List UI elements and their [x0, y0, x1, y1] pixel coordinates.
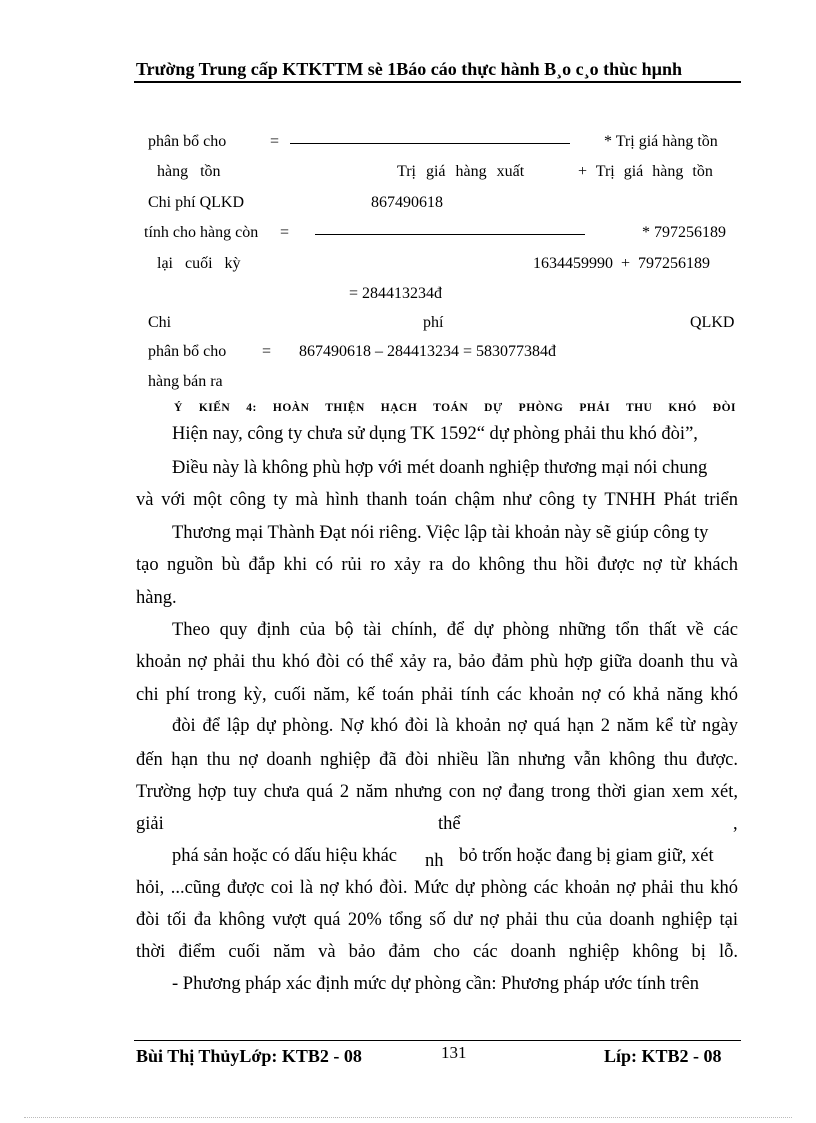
formula1-fraction-bar [290, 143, 570, 144]
body-p1-line6: hàng. [136, 588, 177, 608]
formula3-eq: = [262, 343, 272, 360]
formula3-calc: 867490618 – 284413234 = 583077384đ [299, 343, 557, 360]
body-p3-line1: - Phương pháp xác định mức dự phòng cần: Phương pháp ước tính trên [172, 974, 699, 994]
formula3-line3-left: hàng bán ra [148, 373, 223, 390]
page-header-title: Trường Trung cấp KTKTTM sè 1Báo cáo thực hành B¸o c¸o thùc hµnh [136, 59, 683, 79]
formula1-line2-left: hàng tồn [157, 163, 221, 180]
formula3-word-phi: phí [423, 314, 444, 331]
body-p2-line11: thời điểm cuối năm và bảo đảm cho các doanh nghiệp không bị lỗ. [136, 942, 738, 962]
formula3-line2-left: phân bổ cho [148, 343, 227, 360]
formula1-line1-right: * Trị giá hàng tồn [604, 133, 718, 150]
body-p2-line7-word2: thể [438, 814, 461, 834]
body-p2-line8-sub: nh [425, 851, 444, 871]
formula2-result: = 284413234đ [349, 285, 443, 302]
body-p2-line1: Theo quy định của bộ tài chính, để dự phòng những tổn thất về các [172, 620, 738, 640]
header-rule [134, 81, 741, 83]
body-p2-line5: đến hạn thu nợ doanh nghiệp đã đòi nhiều lần nhưng vẫn không thu được. [136, 750, 738, 770]
formula2-line1-left: Chi phí QLKD [148, 194, 244, 211]
formula2-line3-left: lại cuối kỳ [157, 255, 241, 272]
body-p2-line8b: bỏ trốn hoặc đang bị giam giữ, xét [459, 846, 714, 866]
body-p2-line4: đòi để lập dự phòng. Nợ khó đòi là khoản nợ quá hạn 2 năm kể từ ngày [172, 716, 738, 736]
body-p2-line9: hỏi, ...cũng được coi là nợ khó đòi. Mức dự phòng các khoản nợ phải thu khó [136, 878, 738, 898]
formula1-line2-right: + Trị giá hàng tồn [578, 163, 713, 180]
body-p2-line7-word3: , [733, 814, 738, 834]
formula2-line2-right: * 797256189 [642, 224, 726, 241]
formula3-word-chi: Chi [148, 314, 172, 331]
formula2-denominator: 1634459990 + 797256189 [533, 255, 711, 272]
body-p1-line5: tạo nguồn bù đắp khi có rủi ro xảy ra do không thu hồi được nợ từ khách [136, 555, 738, 575]
formula1-line1-left: phân bổ cho [148, 133, 227, 150]
section-heading: Ý KIẾN 4: HOÀN THIỆN HẠCH TOÁN DỰ PHÒNG PHẢI THU KHÓ ĐÒI [174, 402, 736, 414]
body-p2-line6: Trường hợp tuy chưa quá 2 năm nhưng con nợ đang trong thời gian xem xét, [136, 782, 738, 802]
formula2-line2-left: tính cho hàng còn [144, 224, 259, 241]
body-p1-line3: và với một công ty mà hình thanh toán chậm như công ty TNHH Phát triển [136, 490, 738, 510]
body-p1-line1: Hiện nay, công ty chưa sử dụng TK 1592“ dự phòng phải thu khó đòi”, [172, 424, 698, 444]
formula2-numerator: 867490618 [371, 194, 443, 211]
body-p2-line3: chi phí trong kỳ, cuối năm, kế toán phải tính các khoản nợ có khả năng khó [136, 685, 738, 705]
formula3-word-qlkd: QLKD [690, 314, 735, 331]
body-p2-line2: khoản nợ phải thu khó đòi có thể xảy ra, bảo đảm phù hợp giữa doanh thu và [136, 652, 738, 672]
body-p1-line4: Thương mại Thành Đạt nói riêng. Việc lập tài khoản này sẽ giúp công ty [172, 523, 709, 543]
body-p1-line2: Điều này là không phù hợp với mét doanh nghiệp thương mại nói chung [172, 458, 708, 478]
formula2-eq: = [280, 224, 290, 241]
body-p2-line7-word1: giải [136, 814, 164, 834]
formula1-line2-mid: Trị giá hàng xuất [397, 163, 525, 180]
footer-right: Líp: KTB2 - 08 [604, 1046, 722, 1066]
footer-left: Bùi Thị ThủyLớp: KTB2 - 08 [136, 1046, 362, 1066]
footer-rule [134, 1040, 741, 1041]
page-number: 131 [441, 1043, 467, 1062]
body-p2-line8a: phá sản hoặc có dấu hiệu khác [172, 846, 397, 866]
formula2-fraction-bar [315, 234, 585, 235]
body-p2-line10: đòi tối đa không vượt quá 20% tổng số dư nợ phải thu của doanh nghiệp tại [136, 910, 738, 930]
page-edge-dotted-line [24, 1117, 792, 1118]
formula1-eq: = [270, 133, 280, 150]
